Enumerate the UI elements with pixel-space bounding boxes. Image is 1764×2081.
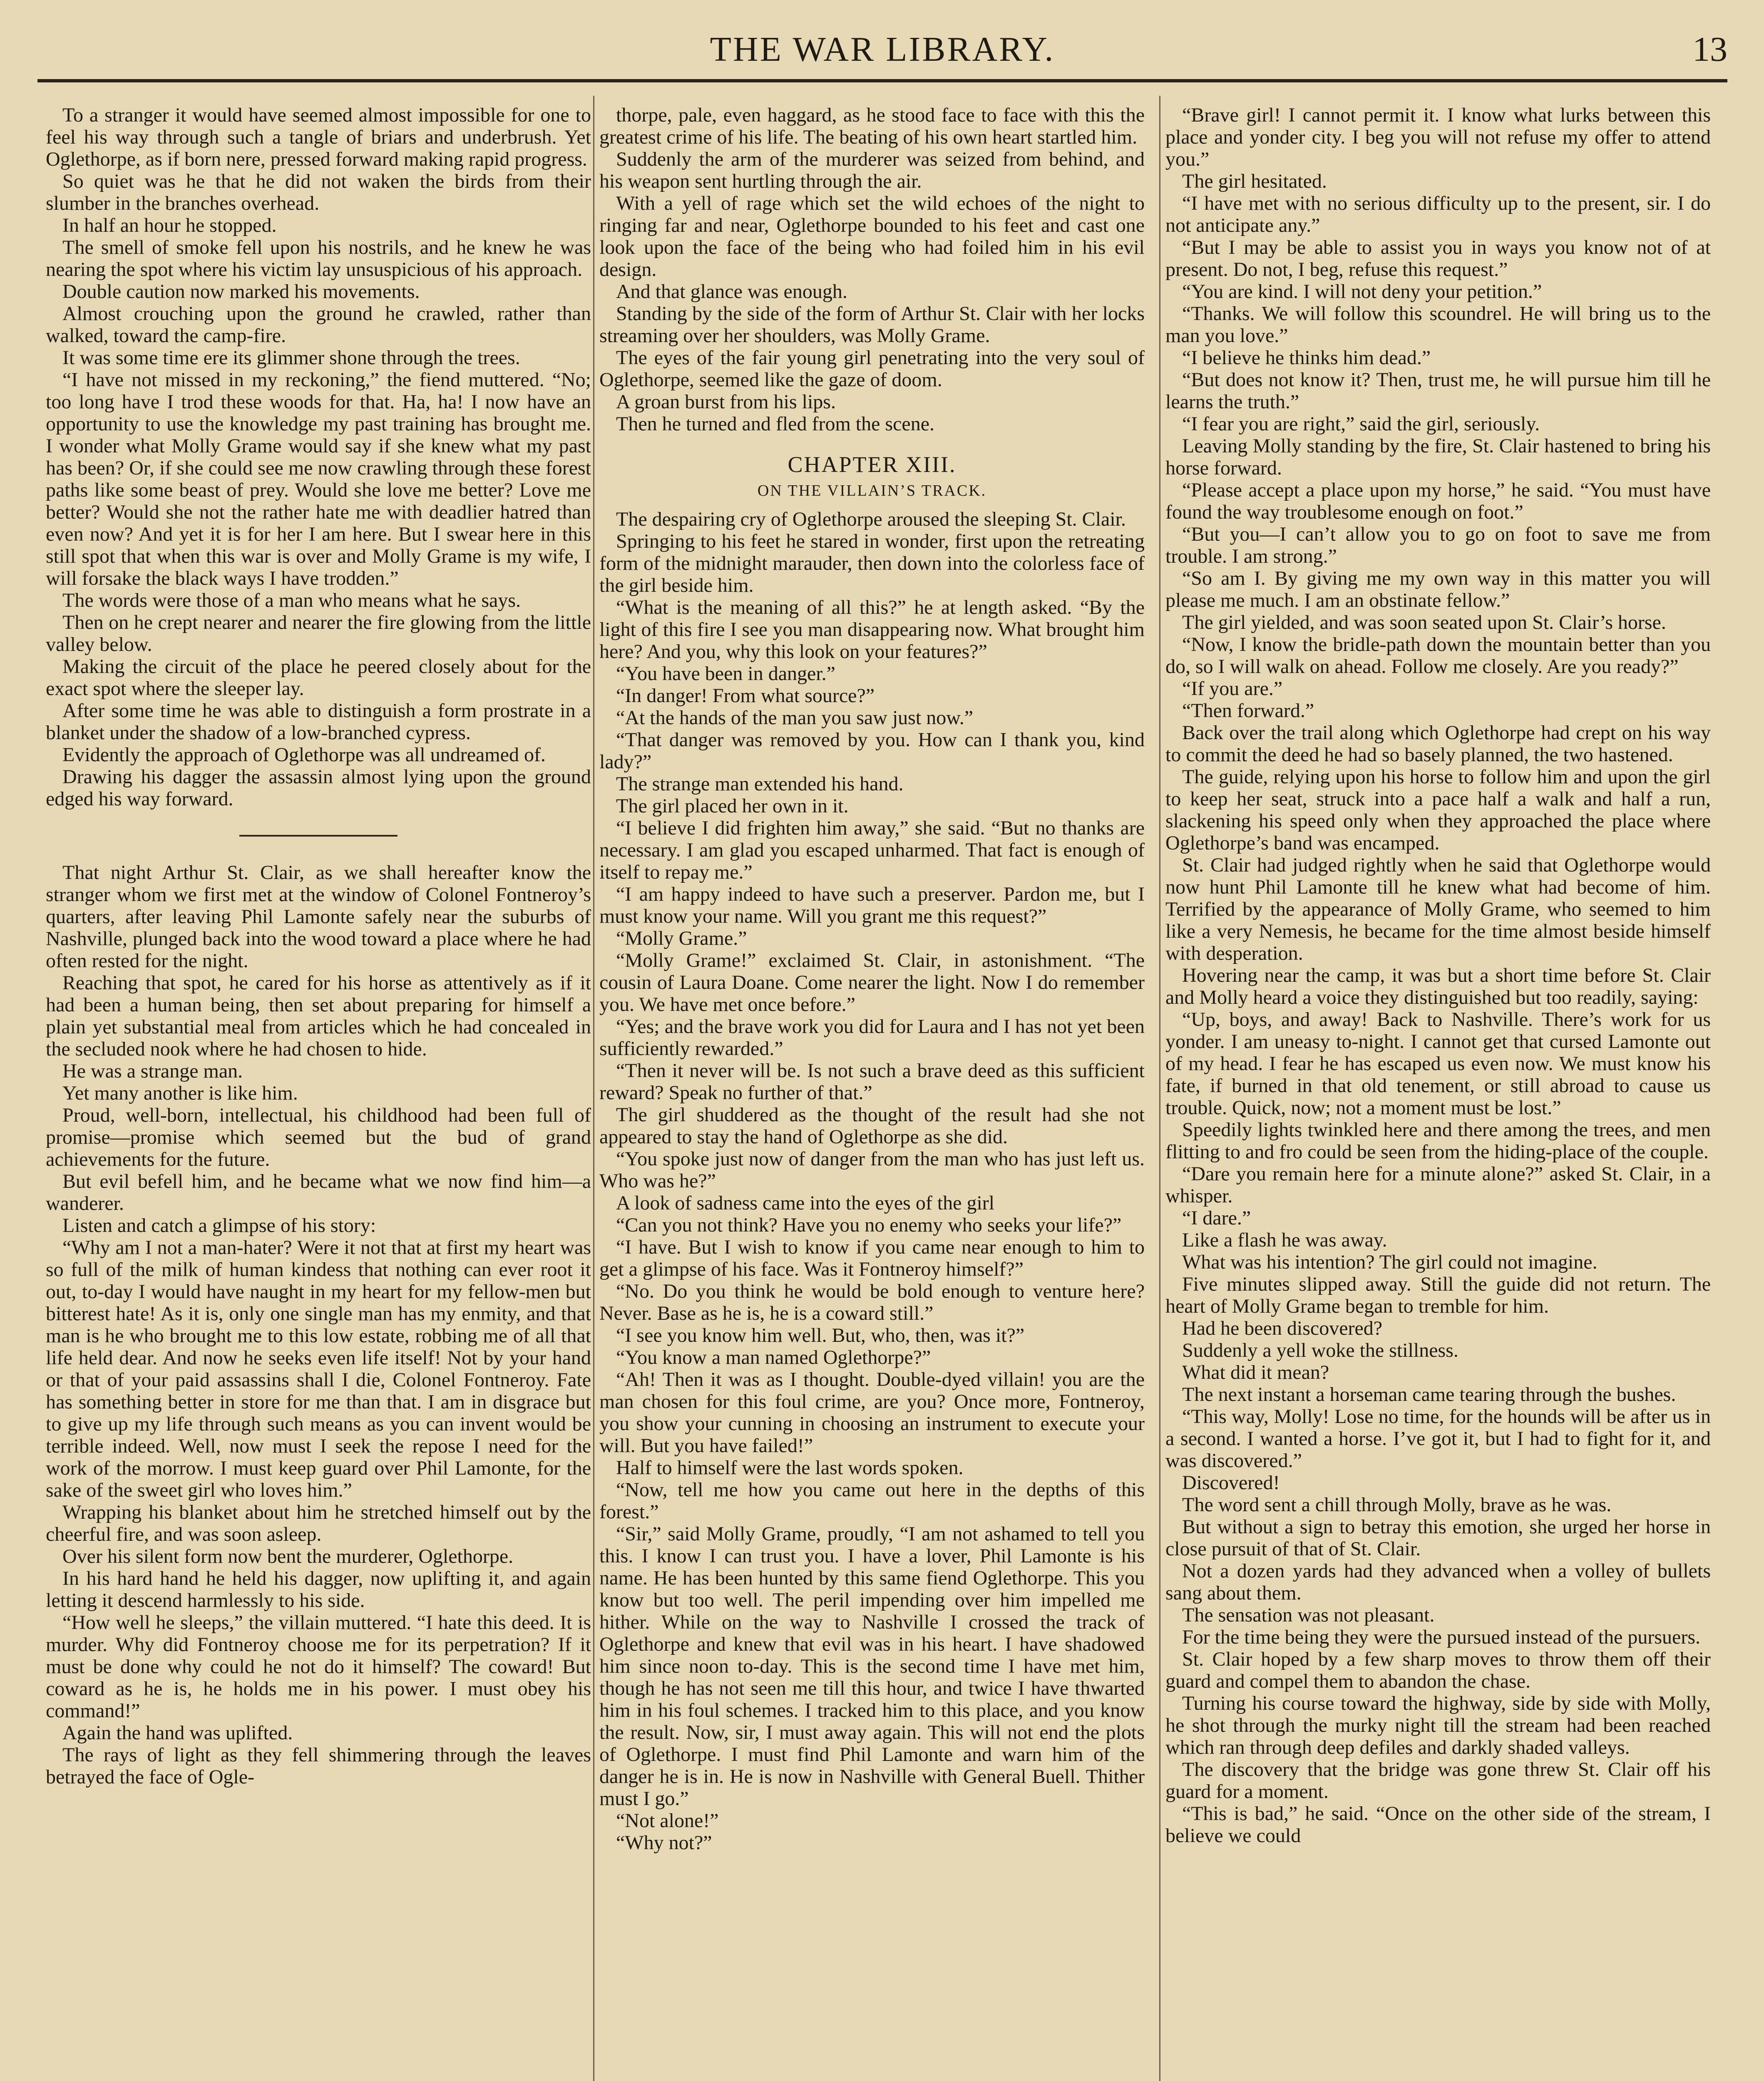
paragraph: Suddenly a yell woke the stillness.: [1182, 1339, 1458, 1361]
paragraph: Standing by the side of the form of Arthur St. Clair with her locks streaming over her shoulders, was Molly Grame.: [599, 303, 1145, 347]
paragraph: To a stranger it would have seemed almost impossible for one to feel his way through such a tangle of briars and underbrush. Yet Oglethorpe, as if born nere, pressed forward making rapid progress.: [46, 104, 591, 170]
paragraph: “I have met with no serious difficulty up to the present, sir. I do not anticipate any.”: [1165, 192, 1711, 236]
paragraph: “I have not missed in my reckoning,” the fiend muttered. “No; too long have I trod these woods for that. Ha, ha! I now have an opportunity to use the knowledge my past training has brought me. I wonder what Molly Grame would say if she knew what my past has been? Or, if she could see me now crawling through these forest paths like some beast of prey. Would she love me better? Love me better? Would she not the rather hate me with deadlier hatred than even now? And yet it is for her I am here. But I swear here in this still spot that when this war is over and Molly Grame is my wife, I will forsake the black ways I have trodden.”: [46, 369, 591, 589]
paragraph: “You have been in danger.”: [616, 663, 835, 685]
paragraph: “Molly Grame.”: [616, 927, 747, 949]
paragraph: For the time being they were the pursued instead of the pursuers.: [1182, 1626, 1700, 1648]
paragraph: But evil befell him, and he became what we now find him—a wanderer.: [46, 1170, 591, 1214]
header-rule: [37, 79, 1727, 82]
paragraph: “What is the meaning of all this?” he at length asked. “By the light of this fire I see you man disappearing now. What brought him here? And you, why this look on your features?”: [599, 596, 1145, 663]
paragraph: A groan burst from his lips.: [616, 391, 836, 413]
chapter-subheading: ON THE VILLAIN’S TRACK.: [757, 482, 987, 499]
paragraph: “I fear you are right,” said the girl, seriously.: [1182, 413, 1540, 435]
paragraph: So quiet was he that he did not waken the birds from their slumber in the branches overhead.: [46, 170, 591, 214]
paragraph: thorpe, pale, even haggard, as he stood face to face with this the greatest crime of his life. The beating of his own heart startled him.: [599, 104, 1145, 148]
paragraph: Then he turned and fled from the scene.: [616, 413, 935, 435]
paragraph: The girl yielded, and was soon seated upon St. Clair’s horse.: [1182, 611, 1666, 633]
text-column-2: [599, 104, 1145, 2081]
paragraph: Turning his course toward the highway, side by side with Molly, he shot through the murky night till the stream had been reached which ran through deep defiles and darkly shaded valleys.: [1165, 1692, 1711, 1758]
paragraph: The word sent a chill through Molly, brave as he was.: [1182, 1494, 1612, 1516]
running-head: THE WAR LIBRARY.: [710, 30, 1055, 69]
paragraph: “Then forward.”: [1182, 700, 1314, 722]
paragraph: The guide, relying upon his horse to follow him and upon the girl to keep her seat, struck into a pace half a walk and half a run, slackening his speed only when they approached the place where Oglethorpe’s band was encamped.: [1165, 766, 1711, 854]
paragraph: In half an hour he stopped.: [62, 214, 277, 236]
paragraph: “Then it never will be. Is not such a brave deed as this sufficient reward? Speak no further of that.”: [599, 1060, 1145, 1104]
paragraph: Wrapping his blanket about him he stretched himself out by the cheerful fire, and was soon asleep.: [46, 1501, 591, 1545]
page-header: [37, 25, 1727, 75]
paragraph: The smell of smoke fell upon his nostrils, and he knew he was nearing the spot where his victim lay unsuspicious of his approach.: [46, 236, 591, 281]
paragraph: “You know a man named Oglethorpe?”: [616, 1346, 931, 1368]
paragraph: “Please accept a place upon my horse,” he said. “You must have found the way troublesome enough on foot.”: [1165, 479, 1711, 523]
paragraph: St. Clair had judged rightly when he said that Oglethorpe would now hunt Phil Lamonte till he knew what had become of him. Terrified by the appearance of Molly Grame, who seemed to him like a very Nemesis, he became for the time almost beside himself with desperation.: [1165, 854, 1711, 964]
paragraph: And that glance was enough.: [616, 281, 847, 303]
paragraph: Proud, well-born, intellectual, his childhood had been full of promise—promise which seemed but the bud of grand achievements for the future.: [46, 1104, 591, 1170]
paragraph: In his hard hand he held his dagger, now uplifting it, and again letting it descend harmlessly to his side.: [46, 1567, 591, 1612]
text-column-3: [1165, 104, 1711, 2081]
paragraph: He was a strange man.: [62, 1060, 243, 1082]
column-divider: [1159, 96, 1160, 2081]
paragraph: Half to himself were the last words spoken.: [616, 1457, 964, 1479]
paragraph: Five minutes slipped away. Still the guide did not return. The heart of Molly Grame began to tremble for him.: [1165, 1273, 1711, 1317]
paragraph: “So am I. By giving me my own way in this matter you will please me much. I am an obstinate fellow.”: [1165, 567, 1711, 611]
paragraph: Speedily lights twinkled here and there among the trees, and men flitting to and fro could be seen from the hiding-place of the couple.: [1165, 1119, 1711, 1163]
paragraph: “Sir,” said Molly Grame, proudly, “I am not ashamed to tell you this. I know I can trust you. I have a lover, Phil Lamonte is his name. He has been hunted by this same fiend Oglethorpe. This you know but too well. The peril impending over him impelled me hither. While on the way to Nashville I crossed the track of Oglethorpe and knew that evil was in his heart. I have shadowed him since noon to-day. This is the second time I have met him, though he has not seen me till this hour, and twice I have thwarted him in his foul schemes. I tracked him to this place, and you know the result. Now, sir, I must away again. This will not end the plots of Oglethorpe. I must find Phil Lamonte and warn him of the danger he is in. He is now in Nashville with General Buell. Thither must I go.”: [599, 1523, 1145, 1810]
paragraph: The words were those of a man who means what he says.: [62, 589, 521, 611]
paragraph: “Brave girl! I cannot permit it. I know what lurks between this place and yonder city. I beg you will not refuse my offer to attend you.”: [1165, 104, 1711, 170]
column-divider: [593, 96, 594, 2081]
paragraph: “If you are.”: [1182, 678, 1283, 700]
paragraph: The next instant a horseman came tearing through the bushes.: [1182, 1383, 1676, 1406]
paragraph: Yet many another is like him.: [62, 1082, 298, 1104]
paragraph: The girl shuddered as the thought of the result had she not appeared to stay the hand of Oglethorpe as she did.: [599, 1104, 1145, 1148]
paragraph: Almost crouching upon the ground he crawled, rather than walked, toward the camp-fire.: [46, 303, 591, 347]
paragraph: “This is bad,” he said. “Once on the other side of the stream, I believe we could: [1165, 1803, 1711, 1847]
paragraph: Discovered!: [1182, 1472, 1280, 1494]
paragraph: “Yes; and the brave work you did for Laura and I has not yet been sufficiently rewarded.”: [599, 1016, 1145, 1060]
paragraph: Suddenly the arm of the murderer was seized from behind, and his weapon sent hurtling through the air.: [599, 148, 1145, 192]
paragraph: Over his silent form now bent the murderer, Oglethorpe.: [62, 1545, 514, 1567]
paragraph: “But you—I can’t allow you to go on foot to save me from trouble. I am strong.”: [1165, 523, 1711, 567]
paragraph: “In danger! From what source?”: [616, 685, 875, 707]
paragraph: The despairing cry of Oglethorpe aroused the sleeping St. Clair.: [616, 508, 1126, 530]
paragraph: What did it mean?: [1182, 1361, 1329, 1383]
paragraph: “Dare you remain here for a minute alone?” asked St. Clair, in a whisper.: [1165, 1163, 1711, 1207]
paragraph: “You spoke just now of danger from the man who has just left us. Who was he?”: [599, 1148, 1145, 1192]
section-rule: [239, 835, 398, 837]
paragraph: “But does not know it? Then, trust me, he will pursue him till he learns the truth.”: [1165, 369, 1711, 413]
paragraph: “Up, boys, and away! Back to Nashville. There’s work for us yonder. I am uneasy to-night. I cannot get that cursed Lamonte out of my head. I fear he has escaped us even now. We must know his fate, if burned in that old tenement, or still abroad to cause us trouble. Quick, now; not a moment must be lost.”: [1165, 1008, 1711, 1119]
paragraph: The eyes of the fair young girl penetrating into the very soul of Oglethorpe, seemed like the gaze of doom.: [599, 347, 1145, 391]
paragraph: “Can you not think? Have you no enemy who seeks your life?”: [616, 1214, 1122, 1236]
paragraph: “I dare.”: [1182, 1207, 1251, 1229]
paragraph: Double caution now marked his movements.: [62, 281, 420, 303]
page-number: 13: [1692, 30, 1727, 69]
paragraph: The rays of light as they fell shimmering through the leaves betrayed the face of Ogle-: [46, 1744, 591, 1788]
paragraph: Springing to his feet he stared in wonder, first upon the retreating form of the midnight marauder, then down into the colorless face of the girl beside him.: [599, 530, 1145, 596]
paragraph: “I am happy indeed to have such a preserver. Pardon me, but I must know your name. Will you grant me this request?”: [599, 883, 1145, 927]
paragraph: The discovery that the bridge was gone threw St. Clair off his guard for a moment.: [1165, 1758, 1711, 1803]
paragraph: What was his intention? The girl could not imagine.: [1182, 1251, 1598, 1273]
paragraph: “I have. But I wish to know if you came near enough to him to get a glimpse of his face. Was it Fontneroy himself?”: [599, 1236, 1145, 1280]
paragraph: But without a sign to betray this emotion, she urged her horse in close pursuit of that of St. Clair.: [1165, 1516, 1711, 1560]
paragraph: “Now, tell me how you came out here in the depths of this forest.”: [599, 1479, 1145, 1523]
paragraph: The girl placed her own in it.: [616, 795, 849, 817]
paragraph: “Not alone!”: [616, 1810, 719, 1832]
paragraph: Back over the trail along which Oglethorpe had crept on his way to commit the deed he had so basely planned, the two hastened.: [1165, 722, 1711, 766]
paragraph: “This way, Molly! Lose no time, for the hounds will be after us in a second. I wanted a horse. I’ve got it, but I had to fight for it, and was discovered.”: [1165, 1406, 1711, 1472]
paragraph: The strange man extended his hand.: [616, 773, 904, 795]
paragraph: Drawing his dagger the assassin almost lying upon the ground edged his way forward.: [46, 766, 591, 810]
paragraph: Evidently the approach of Oglethorpe was all undreamed of.: [62, 744, 546, 766]
paragraph: “I believe he thinks him dead.”: [1182, 347, 1431, 369]
paragraph: A look of sadness came into the eyes of the girl: [616, 1192, 995, 1214]
chapter-heading: CHAPTER XIII.: [788, 452, 957, 477]
paragraph: Leaving Molly standing by the fire, St. Clair hastened to bring his horse forward.: [1165, 435, 1711, 479]
paragraph: “I believe I did frighten him away,” she said. “But no thanks are necessary. I am glad you escaped unharmed. That fact is enough of itself to repay me.”: [599, 817, 1145, 883]
paragraph: After some time he was able to distinguish a form prostrate in a blanket under the shadow of a low-branched cypress.: [46, 700, 591, 744]
paragraph: The sensation was not pleasant.: [1182, 1604, 1435, 1626]
paragraph: Then on he crept nearer and nearer the fire glowing from the little valley below.: [46, 611, 591, 656]
paragraph: With a yell of rage which set the wild echoes of the night to ringing far and near, Oglethorpe bounded to his feet and cast one look upon the face of the being who had foiled him in his evil design.: [599, 192, 1145, 281]
paragraph: “But I may be able to assist you in ways you know not of at present. Do not, I beg, refuse this request.”: [1165, 236, 1711, 281]
paragraph: Reaching that spot, he cared for his horse as attentively as if it had been a human being, then set about preparing for himself a plain yet substantial meal from articles which he had concealed in the secluded nook where he had chosen to hide.: [46, 972, 591, 1060]
paragraph: “Now, I know the bridle-path down the mountain better than you do, so I will walk on ahead. Follow me closely. Are you ready?”: [1165, 633, 1711, 678]
paragraph: “I see you know him well. But, who, then, was it?”: [616, 1324, 1025, 1346]
paragraph: “That danger was removed by you. How can I thank you, kind lady?”: [599, 729, 1145, 773]
paragraph: That night Arthur St. Clair, as we shall hereafter know the stranger whom we first met at the window of Colonel Fontneroy’s quarters, after leaving Phil Lamonte safely near the suburbs of Nashville, plunged back into the wood toward a place where he had often rested for the night.: [46, 862, 591, 972]
paragraph: Making the circuit of the place he peered closely about for the exact spot where the sleeper lay.: [46, 656, 591, 700]
paragraph: Not a dozen yards had they advanced when a volley of bullets sang about them.: [1165, 1560, 1711, 1604]
paragraph: Hovering near the camp, it was but a short time before St. Clair and Molly heard a voice they distinguished but too readily, saying:: [1165, 964, 1711, 1008]
paragraph: The girl hesitated.: [1182, 170, 1327, 192]
paragraph: “Ah! Then it was as I thought. Double-dyed villain! you are the man chosen for this foul crime, are you? Once more, Fontneroy, you show your cunning in choosing an instrument to execute your will. But you have failed!”: [599, 1368, 1145, 1457]
paragraph: “Why am I not a man-hater? Were it not that at first my heart was so full of the milk of human kindess that nothing can ever root it out, to-day I would have naught in my heart for my fellow-men but bitterest hate! As it is, only one single man has my enmity, and that man is he who brought me to this low estate, robbing me of all that life held dear. And now he seeks even life itself! Not by your hand or that of your paid assassins shall I die, Colonel Fontneroy. Fate has something better in store for me than that. I am in disgrace but to give up my life through such means as you can invent would be terrible indeed. Well, now must I seek the repose I need for the work of the morrow. I must keep guard over Phil Lamonte, for the sake of the sweet girl who loves him.”: [46, 1237, 591, 1501]
paragraph: “Why not?”: [616, 1832, 712, 1854]
text-column-1: [46, 104, 591, 2081]
paragraph: Again the hand was uplifted.: [62, 1722, 293, 1744]
paragraph: Had he been discovered?: [1182, 1317, 1383, 1339]
paragraph: Listen and catch a glimpse of his story:: [62, 1214, 376, 1237]
paragraph: “How well he sleeps,” the villain muttered. “I hate this deed. It is murder. Why did Fontneroy choose me for its perpetration? If it must be done why could he not do it himself? The coward! But coward as he is, he holds me in his power. I must obey his command!”: [46, 1612, 591, 1722]
paragraph: Like a flash he was away.: [1182, 1229, 1387, 1251]
paragraph: “Thanks. We will follow this scoundrel. He will bring us to the man you love.”: [1165, 303, 1711, 347]
paragraph: “You are kind. I will not deny your petition.”: [1182, 281, 1542, 303]
paragraph: “At the hands of the man you saw just now.”: [616, 707, 974, 729]
paragraph: It was some time ere its glimmer shone through the trees.: [62, 347, 520, 369]
paragraph: St. Clair hoped by a few sharp moves to throw them off their guard and compel them to abandon the chase.: [1165, 1648, 1711, 1692]
paragraph: “No. Do you think he would be bold enough to venture here? Never. Base as he is, he is a coward still.”: [599, 1280, 1145, 1324]
paragraph: “Molly Grame!” exclaimed St. Clair, in astonishment. “The cousin of Laura Doane. Come nearer the light. Now I do remember you. We have met once before.”: [599, 949, 1145, 1016]
